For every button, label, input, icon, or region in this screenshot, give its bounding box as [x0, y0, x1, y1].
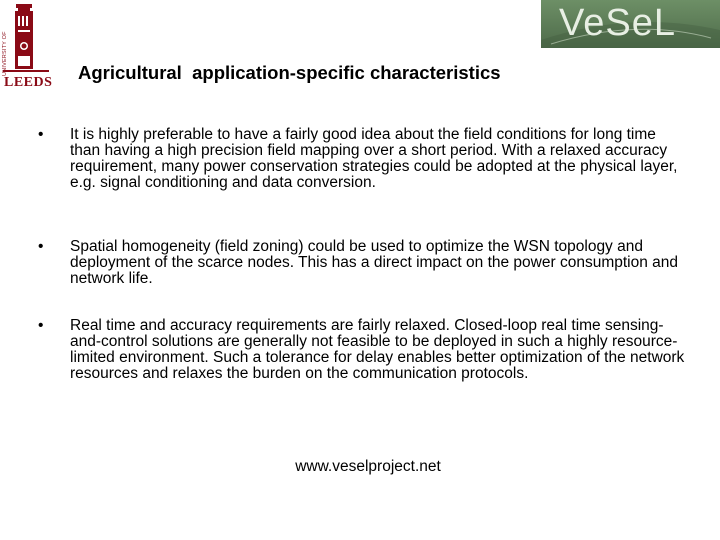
- university-of-text: UNIVERSITY OF: [2, 31, 8, 76]
- slide-title: Agricultural application-specific characteristics: [78, 62, 501, 83]
- vesel-wordmark: VeSeL: [559, 2, 676, 44]
- university-of-leeds-logo: [0, 0, 52, 96]
- leeds-wordmark: LEEDS: [4, 75, 53, 90]
- bullet-dot: •: [38, 238, 44, 255]
- bullet-item: [38, 239, 688, 287]
- bullet-dot: •: [38, 317, 44, 334]
- footer-url[interactable]: www.veselproject.net: [295, 458, 441, 475]
- bullet-item: [38, 318, 688, 382]
- bullet-item: [38, 127, 688, 191]
- bullet-dot: •: [38, 126, 44, 143]
- vesel-logo: [541, 0, 720, 48]
- bullet-text: Spatial homogeneity (field zoning) could be used to optimize the WSN topology and deployment of the scarce nodes. This has a direct impact on the power consumption and network life.: [70, 238, 679, 287]
- bullet-text: It is highly preferable to have a fairly good idea about the field conditions for long time than having a high precision field mapping over a short period. With a relaxed accuracy requirement, many power conservation strategies could be adopted at the physical layer, e.g. signal conditioning and data conversion.: [70, 126, 678, 191]
- bullet-text: Real time and accuracy requirements are fairly relaxed. Closed-loop real time sensing-and-control solutions are generally not feasible to be deployed in such a highly resource-limited environment. Such a tolerance for delay enables better optimization of the network resources and relaxes the burden on the communication protocols.: [70, 317, 685, 382]
